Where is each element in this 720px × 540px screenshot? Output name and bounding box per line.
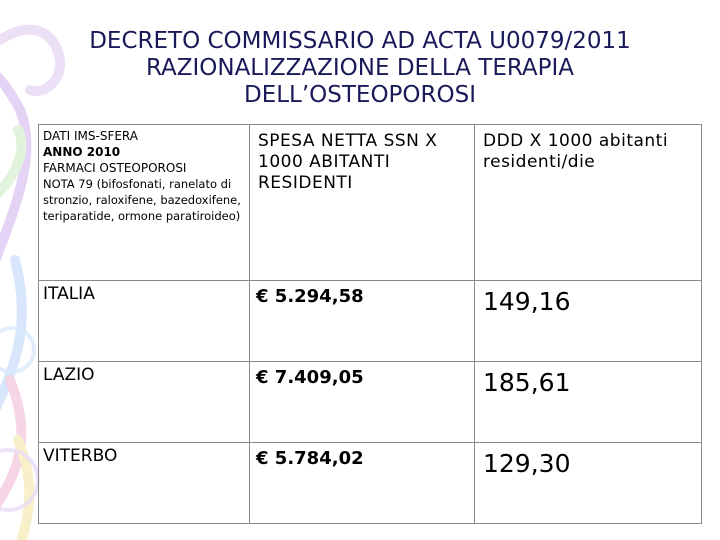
title-line-2: RAZIONALIZZAZIONE DELLA TERAPIA xyxy=(145,55,575,81)
region-cell xyxy=(39,362,250,443)
year-label: ANNO 2010 xyxy=(43,145,121,159)
table-row xyxy=(39,281,702,362)
nota-79-label: NOTA 79 (bifosfonati, ranelato di stronzio, raloxifene, bazedoxifene, teriparatide, ormone paratiroideo) xyxy=(43,177,241,223)
title-line-1: DECRETO COMMISSARIO AD ACTA U0079/2011 xyxy=(89,28,631,54)
ddd-cell xyxy=(475,281,702,362)
meta-cell xyxy=(39,125,250,281)
slide-title xyxy=(0,28,720,109)
region-name: ITALIA xyxy=(43,284,95,304)
ddd-value: 185,61 xyxy=(483,368,571,397)
spesa-value: € 7.409,05 xyxy=(256,367,364,388)
table-row xyxy=(39,362,702,443)
ddd-cell xyxy=(475,443,702,524)
ddd-cell xyxy=(475,362,702,443)
spesa-value: € 5.294,58 xyxy=(256,286,364,307)
table-header-row xyxy=(39,125,702,281)
ddd-value: 129,30 xyxy=(483,449,571,478)
region-name: LAZIO xyxy=(43,365,95,385)
data-source-label: DATI IMS-SFERA xyxy=(43,129,138,143)
region-cell xyxy=(39,443,250,524)
spesa-column-header: SPESA NETTA SSN X 1000 ABITANTI RESIDENTI xyxy=(258,131,438,193)
table-row xyxy=(39,443,702,524)
region-cell xyxy=(39,281,250,362)
category-label: FARMACI OSTEOPOROSI xyxy=(43,161,187,175)
spesa-cell xyxy=(250,281,475,362)
osteoporosis-spending-table xyxy=(38,124,702,524)
spesa-cell xyxy=(250,362,475,443)
spesa-value: € 5.784,02 xyxy=(256,448,364,469)
ddd-column-header: DDD X 1000 abitanti residenti/die xyxy=(483,131,669,172)
spesa-cell xyxy=(250,443,475,524)
region-name: VITERBO xyxy=(43,446,118,466)
ddd-header-cell xyxy=(475,125,702,281)
ddd-value: 149,16 xyxy=(483,287,571,316)
spesa-header-cell xyxy=(250,125,475,281)
title-line-3: DELL’OSTEOPOROSI xyxy=(243,82,476,108)
